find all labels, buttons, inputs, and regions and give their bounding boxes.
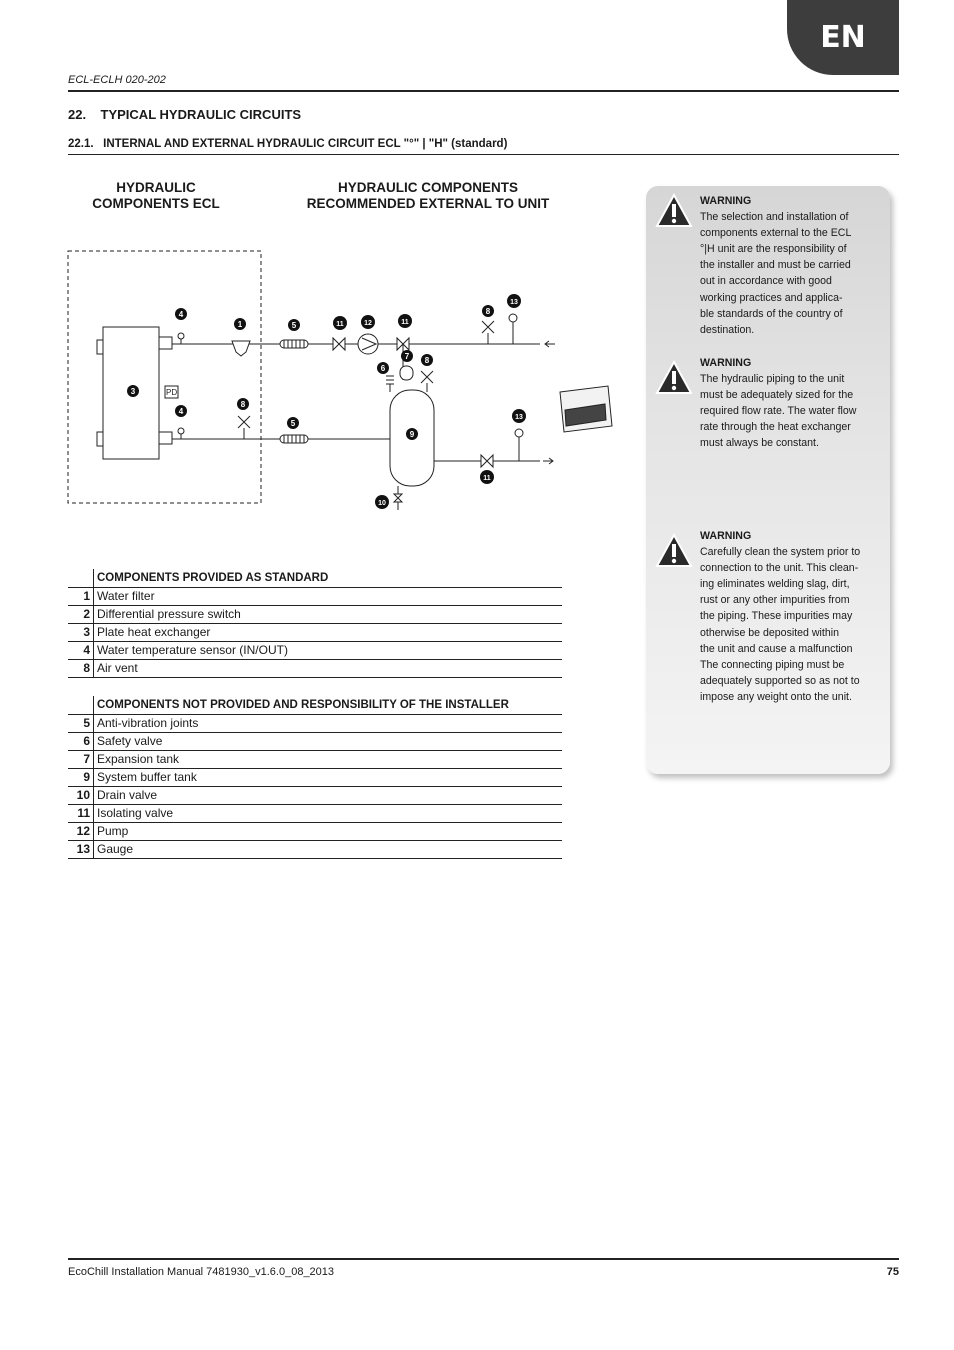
- exchanger-port: [159, 337, 172, 349]
- flow-arrow-out: [543, 458, 553, 464]
- unit-boundary: [68, 251, 261, 503]
- exchanger-port: [97, 432, 103, 446]
- warning-1: [700, 193, 865, 338]
- table-row: 8 Air vent: [68, 660, 562, 678]
- table-row: 7 Expansion tank: [68, 751, 562, 769]
- svg-text:1: 1: [237, 320, 243, 329]
- warning-2: [700, 355, 865, 452]
- svg-text:11: 11: [401, 319, 409, 326]
- table-header-row: [68, 696, 562, 715]
- warning-line: Carefully clean the system prior to: [700, 546, 861, 559]
- table-row: 12 Pump: [68, 823, 562, 841]
- heading-line: HYDRAULIC COMPONENTS: [337, 180, 518, 195]
- svg-text:12: 12: [364, 320, 372, 327]
- table-row: 4 Water temperature sensor (IN/OUT): [68, 642, 562, 660]
- warning-line: working practices and applica-: [700, 291, 843, 304]
- warning-triangle-icon: [655, 193, 693, 228]
- svg-text:7: 7: [404, 352, 410, 361]
- badge-7: [401, 350, 413, 362]
- badge-8-tank: [421, 354, 433, 366]
- warning-line: the piping. These impurities may: [700, 610, 853, 623]
- drain-valve-shape: [394, 494, 402, 502]
- warning-line: otherwise be deposited within: [700, 626, 839, 639]
- warning-line: impose any weight onto the unit.: [700, 690, 852, 703]
- table-row: 13 Gauge: [68, 841, 562, 859]
- svg-text:8: 8: [424, 356, 430, 365]
- pd-label: PD: [166, 388, 178, 397]
- warning-line: The connecting piping must be: [700, 658, 845, 671]
- exchanger-port: [97, 340, 103, 354]
- table-row: 3 Plate heat exchanger: [68, 624, 562, 642]
- warning-line: The selection and installation of: [700, 211, 849, 224]
- table-row: 11 Isolating valve: [68, 805, 562, 823]
- badge-4-top: [175, 308, 187, 320]
- svg-text:4: 4: [178, 407, 184, 416]
- warning-3: [700, 528, 865, 705]
- warning-line: The hydraulic piping to the unit: [700, 373, 845, 386]
- table-row: 1 Water filter: [68, 588, 562, 606]
- isolating-valve-shape: [481, 455, 493, 467]
- diagram-heading-ecl: [68, 180, 244, 212]
- warning-line: must always be constant.: [700, 437, 819, 450]
- header-rule: [68, 90, 899, 92]
- table-row: 5 Anti-vibration joints: [68, 715, 562, 733]
- warning-line: required flow rate. The water flow: [700, 405, 857, 418]
- warning-line: out in accordance with good: [700, 275, 832, 288]
- svg-text:4: 4: [178, 310, 184, 319]
- flow-arrow-in: [545, 341, 555, 347]
- footer-manual-title: EcoChill Installation Manual 7481930_v1.6.0_08_2013: [68, 1266, 335, 1278]
- svg-text:5: 5: [291, 321, 297, 330]
- warning-line: adequately supported so as not to: [700, 674, 860, 687]
- warning-line: components external to the ECL: [700, 227, 852, 240]
- badge-8-right: [482, 305, 494, 317]
- air-vent-shape: [238, 416, 250, 428]
- badge-3: [127, 385, 139, 397]
- hydraulic-circuit-diagram: [60, 240, 630, 520]
- svg-text:9: 9: [409, 430, 415, 439]
- warning-line: the installer and must be carried: [700, 259, 851, 272]
- badge-12: [361, 315, 375, 329]
- heading-line: HYDRAULIC: [116, 180, 196, 195]
- svg-text:11: 11: [483, 475, 491, 482]
- language-tab: EN: [787, 0, 899, 75]
- badge-5-bottom: [287, 417, 299, 429]
- diagram-heading-external: [300, 180, 556, 212]
- table-row: 6 Safety valve: [68, 733, 562, 751]
- warning-line: must be adequately sized for the: [700, 389, 854, 402]
- badge-6: [377, 362, 389, 374]
- gauge-shape: [515, 429, 523, 437]
- svg-text:13: 13: [510, 299, 518, 306]
- safety-valve-shape: [386, 376, 394, 384]
- badge-11-right: [398, 314, 412, 328]
- warning-line: ing eliminates welding slag, dirt,: [700, 578, 850, 591]
- warning-line: connection to the unit. This clean-: [700, 562, 859, 575]
- badge-13-bottom: [512, 409, 526, 423]
- footer-rule: [68, 1258, 899, 1260]
- badge-11-left: [333, 316, 347, 330]
- warning-line: destination.: [700, 323, 755, 336]
- svg-text:11: 11: [336, 321, 344, 328]
- isolating-valve-shape: [333, 338, 345, 350]
- table-heading: COMPONENTS PROVIDED AS STANDARD: [94, 569, 563, 588]
- badge-10: [375, 495, 389, 509]
- subsection-title: 22.1. INTERNAL AND EXTERNAL HYDRAULIC CIRCUIT ECL "°" | "H" (standard): [68, 138, 508, 150]
- svg-text:13: 13: [515, 414, 523, 421]
- badge-9: [406, 428, 418, 440]
- warning-line: °|H unit are the responsibility of: [700, 243, 847, 256]
- standard-components-table: [68, 569, 562, 678]
- air-vent-shape: [482, 321, 494, 333]
- gauge-shape: [509, 314, 517, 322]
- table-row: 2 Differential pressure switch: [68, 606, 562, 624]
- badge-11-outlet: [480, 470, 494, 484]
- heading-line: COMPONENTS ECL: [92, 196, 220, 211]
- exchanger-port: [159, 432, 172, 444]
- badge-5-top: [288, 319, 300, 331]
- expansion-tank-shape: [400, 366, 413, 380]
- section-title: 22. TYPICAL HYDRAULIC CIRCUITS: [68, 107, 302, 122]
- warning-title: WARNING: [700, 357, 752, 369]
- table-heading: COMPONENTS NOT PROVIDED AND RESPONSIBILITY OF THE INSTALLER: [94, 696, 563, 715]
- svg-text:3: 3: [130, 387, 136, 396]
- water-filter-shape: [232, 341, 250, 356]
- installer-components-table: [68, 696, 562, 859]
- warning-line: ble standards of the country of: [700, 307, 843, 320]
- temperature-sensor-shape: [178, 428, 184, 434]
- subsection-rule: [68, 154, 899, 155]
- warning-line: rate through the heat exchanger: [700, 421, 851, 434]
- warning-title: WARNING: [700, 530, 752, 542]
- page-number: 75: [886, 1266, 899, 1278]
- warning-line: rust or any other impurities from: [700, 594, 850, 607]
- badge-8-internal: [237, 398, 249, 410]
- table-row: 10 Drain valve: [68, 787, 562, 805]
- warning-triangle-icon: [655, 360, 693, 395]
- svg-text:8: 8: [485, 307, 491, 316]
- badge-4-bottom: [175, 405, 187, 417]
- heading-line: RECOMMENDED EXTERNAL TO UNIT: [306, 196, 550, 211]
- badge-1: [234, 318, 246, 330]
- warning-line: the unit and cause a malfunction: [700, 642, 853, 655]
- document-code: ECL-ECLH 020-202: [68, 74, 166, 86]
- air-vent-shape: [421, 371, 433, 383]
- svg-text:6: 6: [380, 364, 386, 373]
- svg-text:8: 8: [240, 400, 246, 409]
- svg-text:5: 5: [290, 419, 296, 428]
- warning-triangle-icon: [655, 533, 693, 568]
- warning-title: WARNING: [700, 195, 752, 207]
- table-row: 9 System buffer tank: [68, 769, 562, 787]
- svg-text:10: 10: [378, 500, 386, 507]
- badge-13-top: [507, 294, 521, 308]
- table-header-row: [68, 569, 562, 588]
- temperature-sensor-shape: [178, 333, 184, 339]
